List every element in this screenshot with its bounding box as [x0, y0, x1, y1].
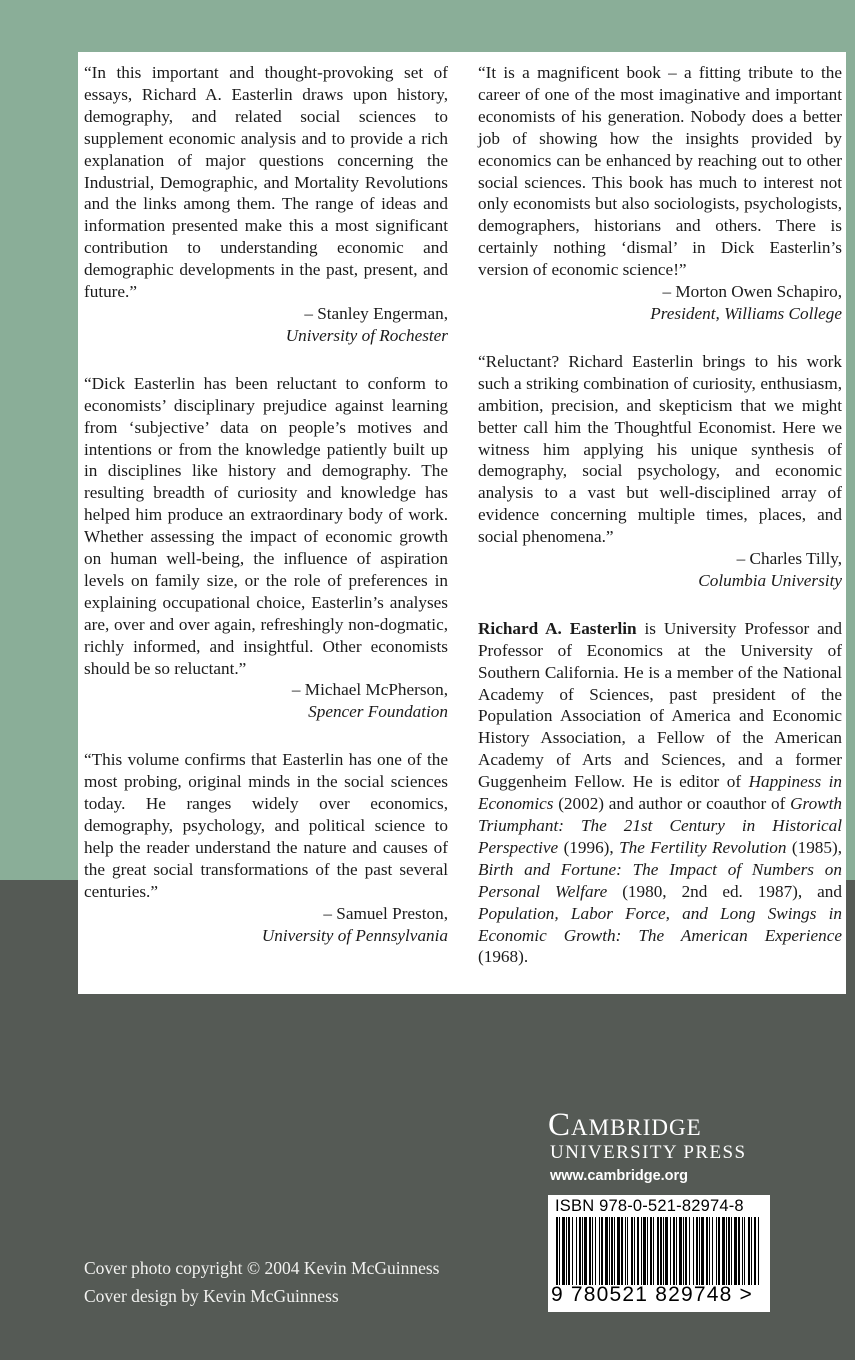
- quote-author: – Samuel Preston,: [323, 903, 448, 923]
- quote-author: – Michael McPherson,: [291, 680, 448, 700]
- publisher-name: Cambridge: [548, 1107, 702, 1143]
- bio-text: is University Professor and Professor of Economics at the University of Southern California. He is a member of the National Academy of Sciences, past president of the Population Association of America and Economic History Association, a Fellow of the American Academy of Arts and Sciences, and a former Guggenheim Fellow. He is editor of: [478, 618, 842, 792]
- design-credit: Cover design by Kevin McGuinness: [84, 1286, 339, 1306]
- quote-affiliation: University of Rochester: [285, 325, 448, 345]
- publisher-subtitle: UNIVERSITY PRESS: [550, 1142, 747, 1163]
- endorsement-quote: [478, 351, 842, 592]
- quote-text: “Reluctant? Richard Easterlin brings to his work such a striking combination of curiosity, enthusiasm, ambition, precision, and skepticism that we might better call him the Thoughtful Economist. Here we witness him applying his unique synthesis of demography, social psychology, and economic analysis to a vast but well-disciplined array of evidence concerning multiple times, places, and social phenomena.”: [478, 351, 842, 547]
- quote-text: “In this important and thought-provoking set of essays, Richard A. Easterlin draws upon history, demography, and related social sciences to supplement economic analysis and to provide a rich explanation of major questions concerning the Industrial, Demographic, and Mortality Revolutions and the links among them. The range of ideas and information presented make this a most significant contribution to understanding economic and demographic developments in the past, present, and future.”: [84, 63, 448, 302]
- bio-text: (1980, 2nd ed. 1987), and: [607, 881, 842, 901]
- quote-author: – Stanley Engerman,: [304, 303, 448, 323]
- barcode-bars: [554, 1217, 764, 1285]
- book-title: Birth and Fortune: The Impact of Numbers on Personal Welfare: [478, 859, 842, 901]
- quote-text: “It is a magnificent book – a fitting tribute to the career of one of the most imaginative and important economists of his generation. Nobody does a better job of showing how the insights provided by economics can be enhanced by reaching out to other social sciences. This book has much to interest not only economists but also sociologists, psychologists, demographers, historians and others. There is certainly nothing ‘dismal’ in Dick Easterlin’s version of economic science!”: [478, 63, 842, 280]
- quote-affiliation: Columbia University: [698, 570, 842, 590]
- right-column: [478, 62, 842, 968]
- isbn-label: ISBN 978-0-521-82974-8: [555, 1197, 744, 1215]
- left-column: [84, 62, 448, 972]
- bio-text: (2002) and author or coauthor of: [553, 794, 791, 814]
- quote-text: “This volume confirms that Easterlin has one of the most probing, original minds in the social sciences today. He ranges widely over economics, demography, psychology, and political science to help the reader understand the nature and causes of the great social transformations of the past several centuries.”: [84, 750, 448, 901]
- bio-text: (1985),: [786, 837, 843, 857]
- book-title: The Fertility Revolution: [619, 837, 787, 857]
- quote-affiliation: University of Pennsylvania: [261, 925, 448, 945]
- endorsement-quote: [84, 373, 448, 724]
- quote-author: – Morton Owen Schapiro,: [662, 282, 842, 302]
- publisher-url: www.cambridge.org: [550, 1168, 689, 1184]
- cover-credits: [84, 1254, 439, 1310]
- author-bio: [478, 618, 842, 969]
- quote-affiliation: Spencer Foundation: [308, 702, 448, 722]
- ean-digits: 9 780521 829748 >: [551, 1283, 753, 1306]
- blurb-panel: [78, 52, 846, 994]
- book-title: Happiness in Economics: [478, 772, 843, 814]
- book-title: Growth Triumphant: The 21st Century in Historical Perspective: [478, 794, 842, 857]
- quote-affiliation: President, Williams College: [650, 303, 842, 323]
- photo-credit: Cover photo copyright © 2004 Kevin McGuinness: [84, 1258, 440, 1278]
- isbn-barcode: [548, 1195, 770, 1312]
- author-name: Richard A. Easterlin: [478, 618, 637, 638]
- publisher-logo: [548, 1108, 746, 1184]
- quote-text: “Dick Easterlin has been reluctant to conform to economists’ disciplinary prejudice against learning from ‘subjective’ data on people’s motives and intentions or from the knowledge patiently built up in disciplines like history and demography. The resulting breadth of curiosity and knowledge has helped him produce an extraordinary body of work. Whether assessing the impact of economic growth on human well-being, the influence of aspiration levels on family size, or the role of preferences in explaining occupational choice, Easterlin’s analyses are, over and over again, refreshingly non-dogmatic, richly informed, and insightful. Other economists should be so reluctant.”: [84, 373, 448, 678]
- book-title: Population, Labor Force, and Long Swings in Economic Growth: The American Experience: [478, 903, 842, 945]
- endorsement-quote: [84, 749, 448, 946]
- endorsement-quote: [84, 62, 448, 347]
- endorsement-quote: [478, 62, 842, 325]
- bio-text: (1968).: [478, 947, 529, 967]
- quote-author: – Charles Tilly,: [736, 549, 842, 569]
- bio-text: (1996),: [558, 837, 620, 857]
